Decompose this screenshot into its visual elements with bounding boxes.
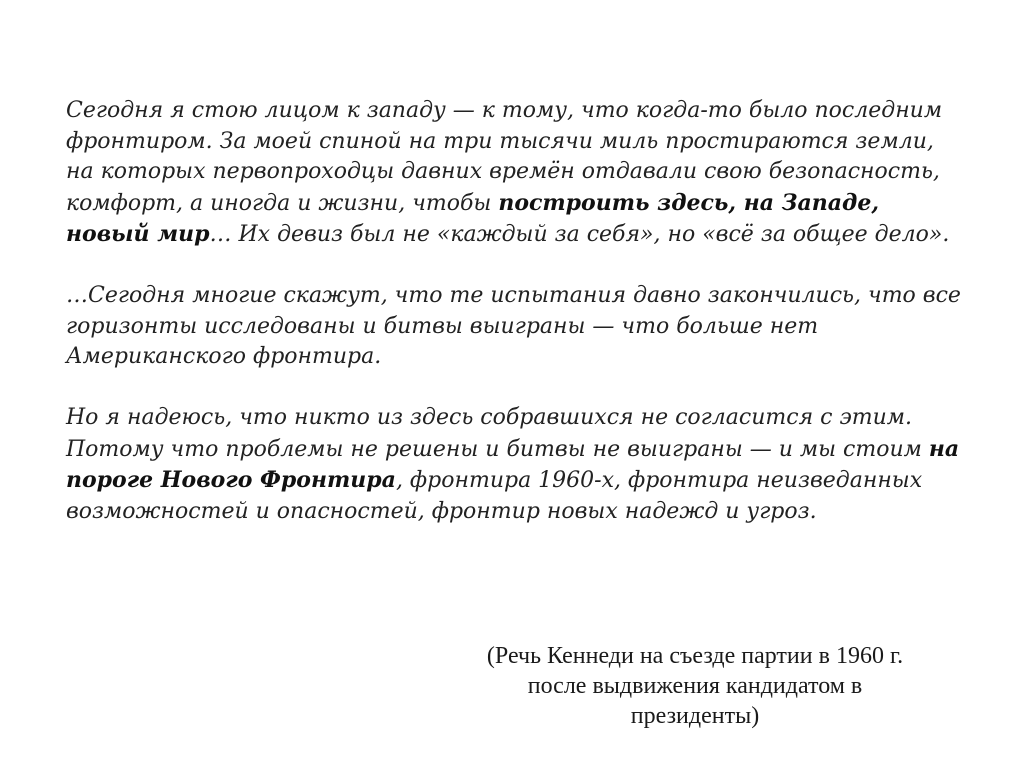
quote-text: … Их девиз был не «каждый за себя», но «всё за общее дело». [209,222,950,247]
source-line-3: президенты) [630,703,760,729]
quote-text: Но я надеюсь, что никто из здесь собравшихся не согласится с этим. Потому что проблемы не решены и битвы не выиграны — и мы стоим [66,405,929,462]
quote-text: , фронтира 1960-х, фронтира неизведанных возможностей и опасностей, фронтир новых надежд и угроз. [66,468,923,524]
quote-text: …Сегодня многие скажут, что те испытания давно закончились, что все горизонты исследованы и битвы выиграны — что больше нет Американского фронтира. [66,283,961,369]
quote-emphasis: на пороге Нового Фронтира [66,435,960,493]
quote-block [66,96,966,527]
source-line-1: (Речь Кеннеди на съезде партии в 1960 г. [486,643,904,669]
quote-paragraph-2 [66,281,966,373]
quote-text: Сегодня я стою лицом к западу — к тому, что когда-то было последним фронтиром. За моей спиной на три тысячи миль простираются земли, на которых первопроходцы давних времён отдавали свою безопасность, комфорт, а иногда и жизни, чтобы [66,98,943,216]
quote-emphasis: построить здесь, на Западе, новый мир [66,189,880,247]
source-attribution [400,641,990,731]
source-line-2: после выдвижения кандидатом в [527,673,863,699]
quote-paragraph-3 [66,403,966,527]
quote-paragraph-1 [66,96,966,251]
